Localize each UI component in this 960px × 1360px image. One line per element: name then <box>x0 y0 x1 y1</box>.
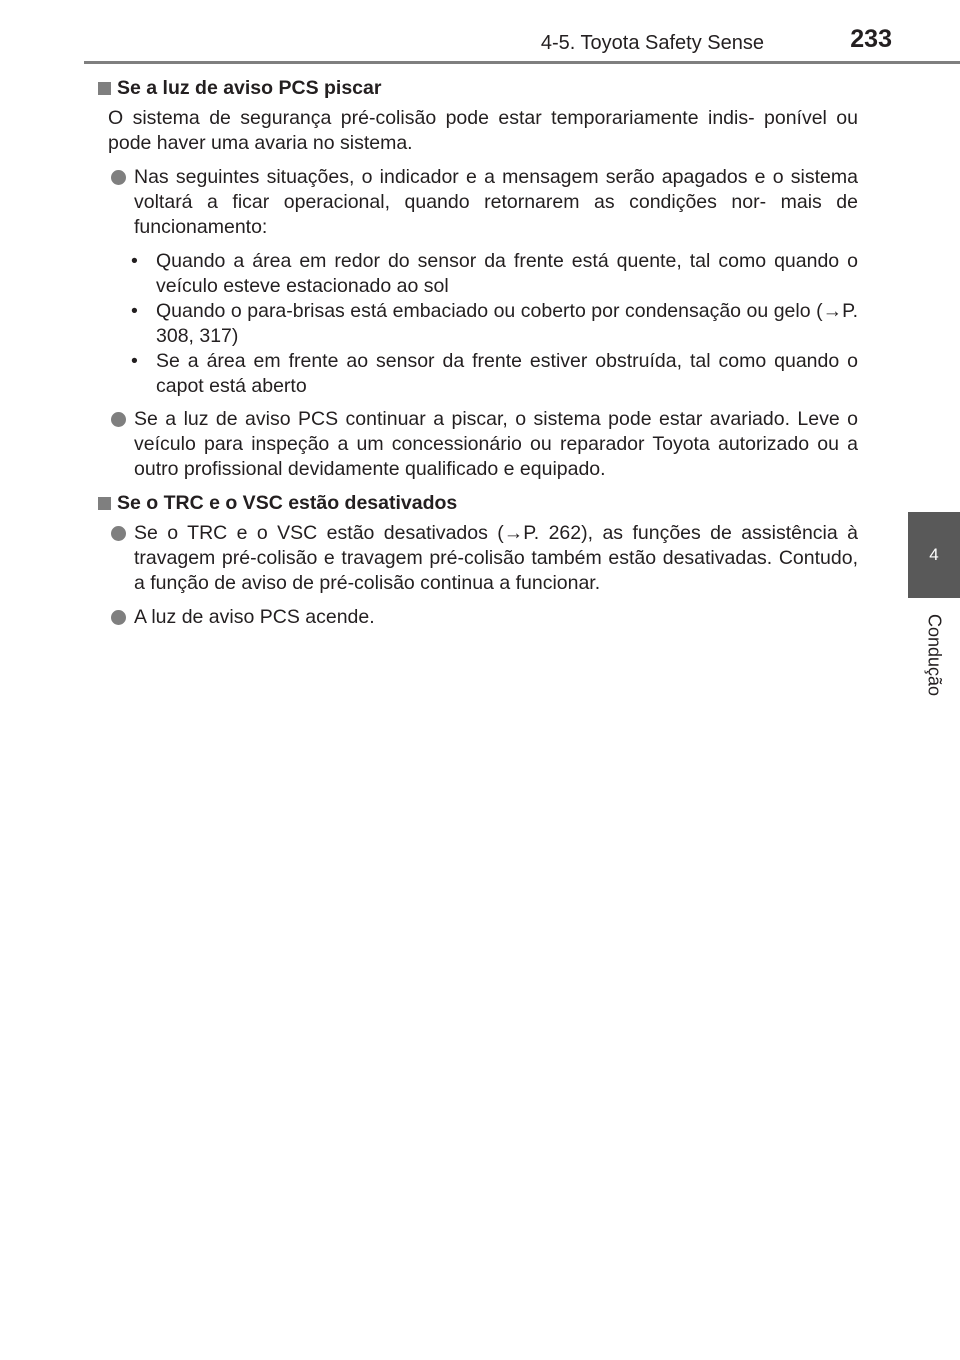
dot-bullet-icon: • <box>131 300 138 322</box>
circle-bullet-icon <box>111 412 126 427</box>
page-header <box>0 0 960 62</box>
square-bullet-icon <box>98 497 111 510</box>
sub-list-item <box>98 249 858 299</box>
section-heading-text: Se o TRC e o VSC estão desativados <box>117 492 458 514</box>
chapter-number: 4 <box>929 545 939 564</box>
circle-bullet-icon <box>111 170 126 185</box>
sub-list-item-text: Quando o para-brisas está embaciado ou coberto por condensação ou gelo (→P. 308, 317) <box>156 300 858 347</box>
header-divider <box>84 61 960 64</box>
section-heading-trc-vsc-off <box>98 491 858 516</box>
sub-list-item-text: Quando a área em redor do sensor da frente está quente, tal como quando o veículo esteve estacionado ao sol <box>156 250 858 297</box>
circle-bullet-icon <box>111 526 126 541</box>
dot-bullet-icon: • <box>131 350 138 372</box>
chapter-tab <box>908 512 960 598</box>
list-item <box>98 521 858 596</box>
list-item <box>98 605 858 630</box>
list-item-text: Se a luz de aviso PCS continuar a piscar, o sistema pode estar avariado. Leve o veículo para inspeção a um concessionário ou reparador Toyota autorizado ou a outro profissional devidamente qualificado e equipado. <box>134 408 858 480</box>
section-heading-pcs-blinking <box>98 76 858 101</box>
square-bullet-icon <box>98 82 111 95</box>
list-item <box>98 165 858 240</box>
sub-list-item-text: Se a área em frente ao sensor da frente estiver obstruída, tal como quando o capot está aberto <box>156 350 858 397</box>
sub-list-item <box>98 299 858 349</box>
list-item-text: A luz de aviso PCS acende. <box>134 606 375 628</box>
header-section-title: 4-5. Toyota Safety Sense <box>540 32 764 54</box>
list-item-text: Nas seguintes situações, o indicador e a mensagem serão apagados e o sistema voltará a ficar operacional, quando retornarem as condições nor- mais de funcionamento: <box>134 166 858 238</box>
sub-list <box>98 249 858 399</box>
section-heading-text: Se a luz de aviso PCS piscar <box>117 77 382 99</box>
page-number: 233 <box>850 25 892 53</box>
list-item <box>98 407 858 482</box>
sub-list-item <box>98 349 858 399</box>
list-item-text: Se o TRC e o VSC estão desativados (→P. 262), as funções de assistência à travagem pré-colisão e travagem pré-colisão também estão desativadas. Contudo, a função de aviso de pré-colisão continua a funcionar. <box>134 522 858 594</box>
chapter-label: Condução <box>924 613 945 697</box>
dot-bullet-icon: • <box>131 250 138 272</box>
page-content <box>98 76 858 639</box>
circle-bullet-icon <box>111 610 126 625</box>
section-intro-paragraph: O sistema de segurança pré-colisão pode estar temporariamente indis- ponível ou pode haver uma avaria no sistema. <box>108 107 858 154</box>
